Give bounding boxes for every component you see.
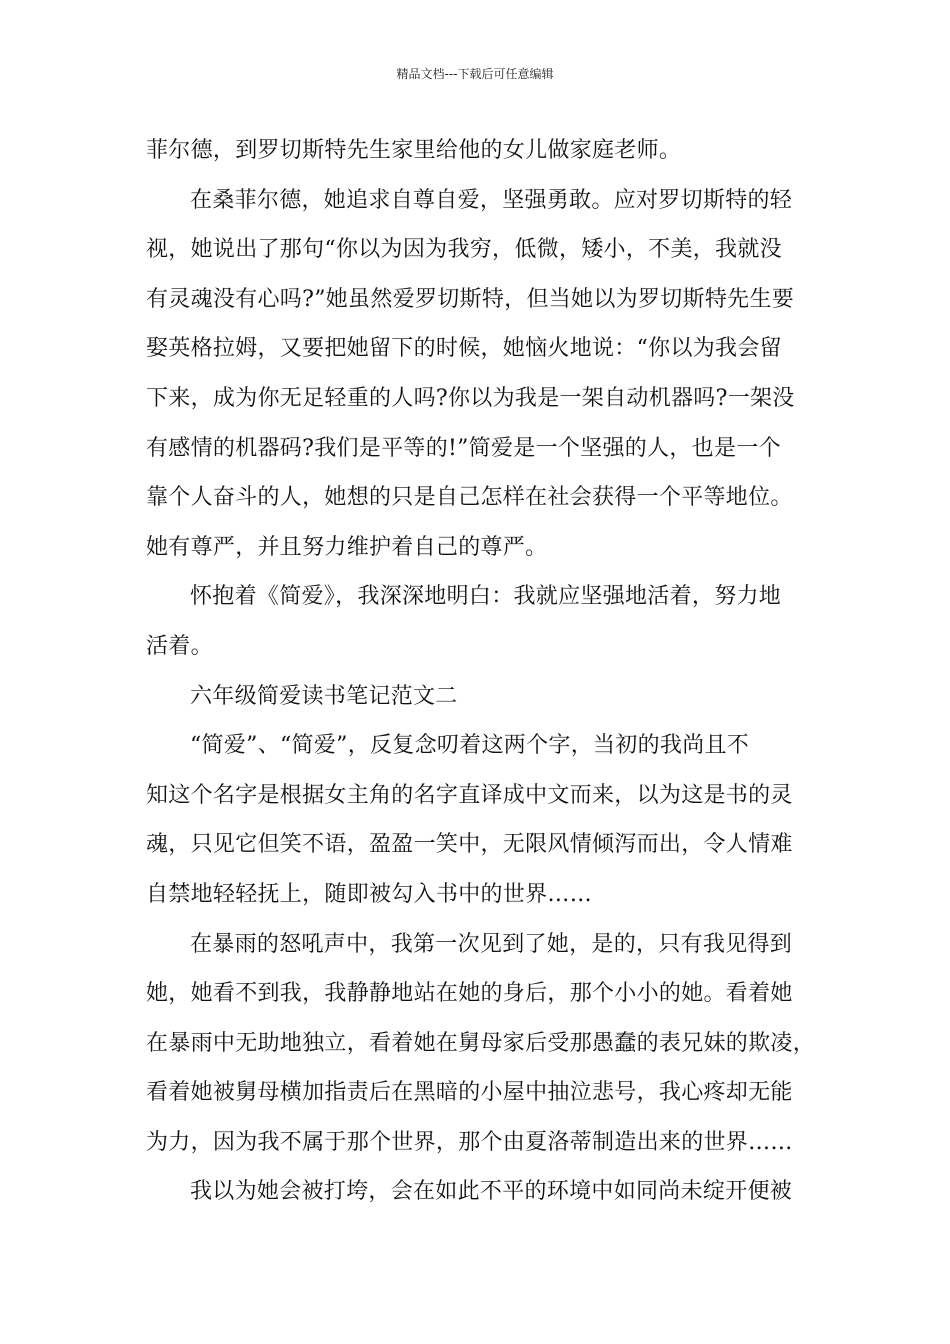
text-line: 视，她说出了那句“你以为因为我穷，低微，矮小，不美，我就没 [146,237,782,263]
page-header: 精品文档---下载后可任意编辑 [396,67,554,81]
text-line: 她，她看不到我，我静静地站在她的身后，那个小小的她。看着她 [146,981,793,1007]
paragraph-start-line: 我以为她会被打垮，会在如此不平的环境中如同尚未绽开便被 [190,1179,793,1205]
text-line: 下来，成为你无足轻重的人吗?你以为我是一架自动机器吗?一架没 [146,385,795,411]
text-line: 知这个名字是根据女主角的名字直译成中文而来，以为这是书的灵 [146,782,793,808]
text-line: 在暴雨中无助地独立，看着她在舅母家后受那愚蠢的表兄妹的欺凌， [146,1030,816,1056]
text-line: 看着她被舅母横加指责后在黑暗的小屋中抽泣悲号，我心疼却无能 [146,1080,793,1106]
section-heading: 六年级简爱读书笔记范文二 [190,683,458,709]
text-line: 靠个人奋斗的人，她想的只是自己怎样在社会获得一个平等地位。 [146,485,793,511]
text-line: 娶英格拉姆，又要把她留下的时候，她恼火地说：“你以为我会留 [146,336,782,362]
paragraph-start-line: “简爱”、“简爱”，反复念叨着这两个字，当初的我尚且不 [190,733,750,759]
text-line: 为力，因为我不属于那个世界，那个由夏洛蒂制造出来的世界…… [146,1129,793,1155]
text-line: 自禁地轻轻抚上，随即被勾入书中的世界…… [146,881,593,907]
paragraph-start-line: 怀抱着《简爱》，我深深地明白：我就应坚强地活着，努力地 [190,584,782,610]
text-line: 魂，只见它但笑不语，盈盈一笑中，无限风情倾泻而出，令人情难 [146,832,793,858]
paragraph-start-line: 在桑菲尔德，她追求自尊自爱，坚强勇敢。应对罗切斯特的轻 [190,187,793,213]
text-line: 有灵魂没有心吗?”她虽然爱罗切斯特，但当她以为罗切斯特先生要 [146,286,795,312]
text-line: 活着。 [146,633,213,659]
text-line: 菲尔德，到罗切斯特先生家里给他的女儿做家庭老师。 [146,138,682,163]
paragraph-start-line: 在暴雨的怒吼声中，我第一次见到了她，是的，只有我见得到 [190,931,793,957]
text-line: 她有尊严，并且努力维护着自己的尊严。 [146,534,548,560]
document-body [146,126,816,1217]
text-line: 有感情的机器码?我们是平等的!”简爱是一个坚强的人，也是一个 [146,435,781,461]
